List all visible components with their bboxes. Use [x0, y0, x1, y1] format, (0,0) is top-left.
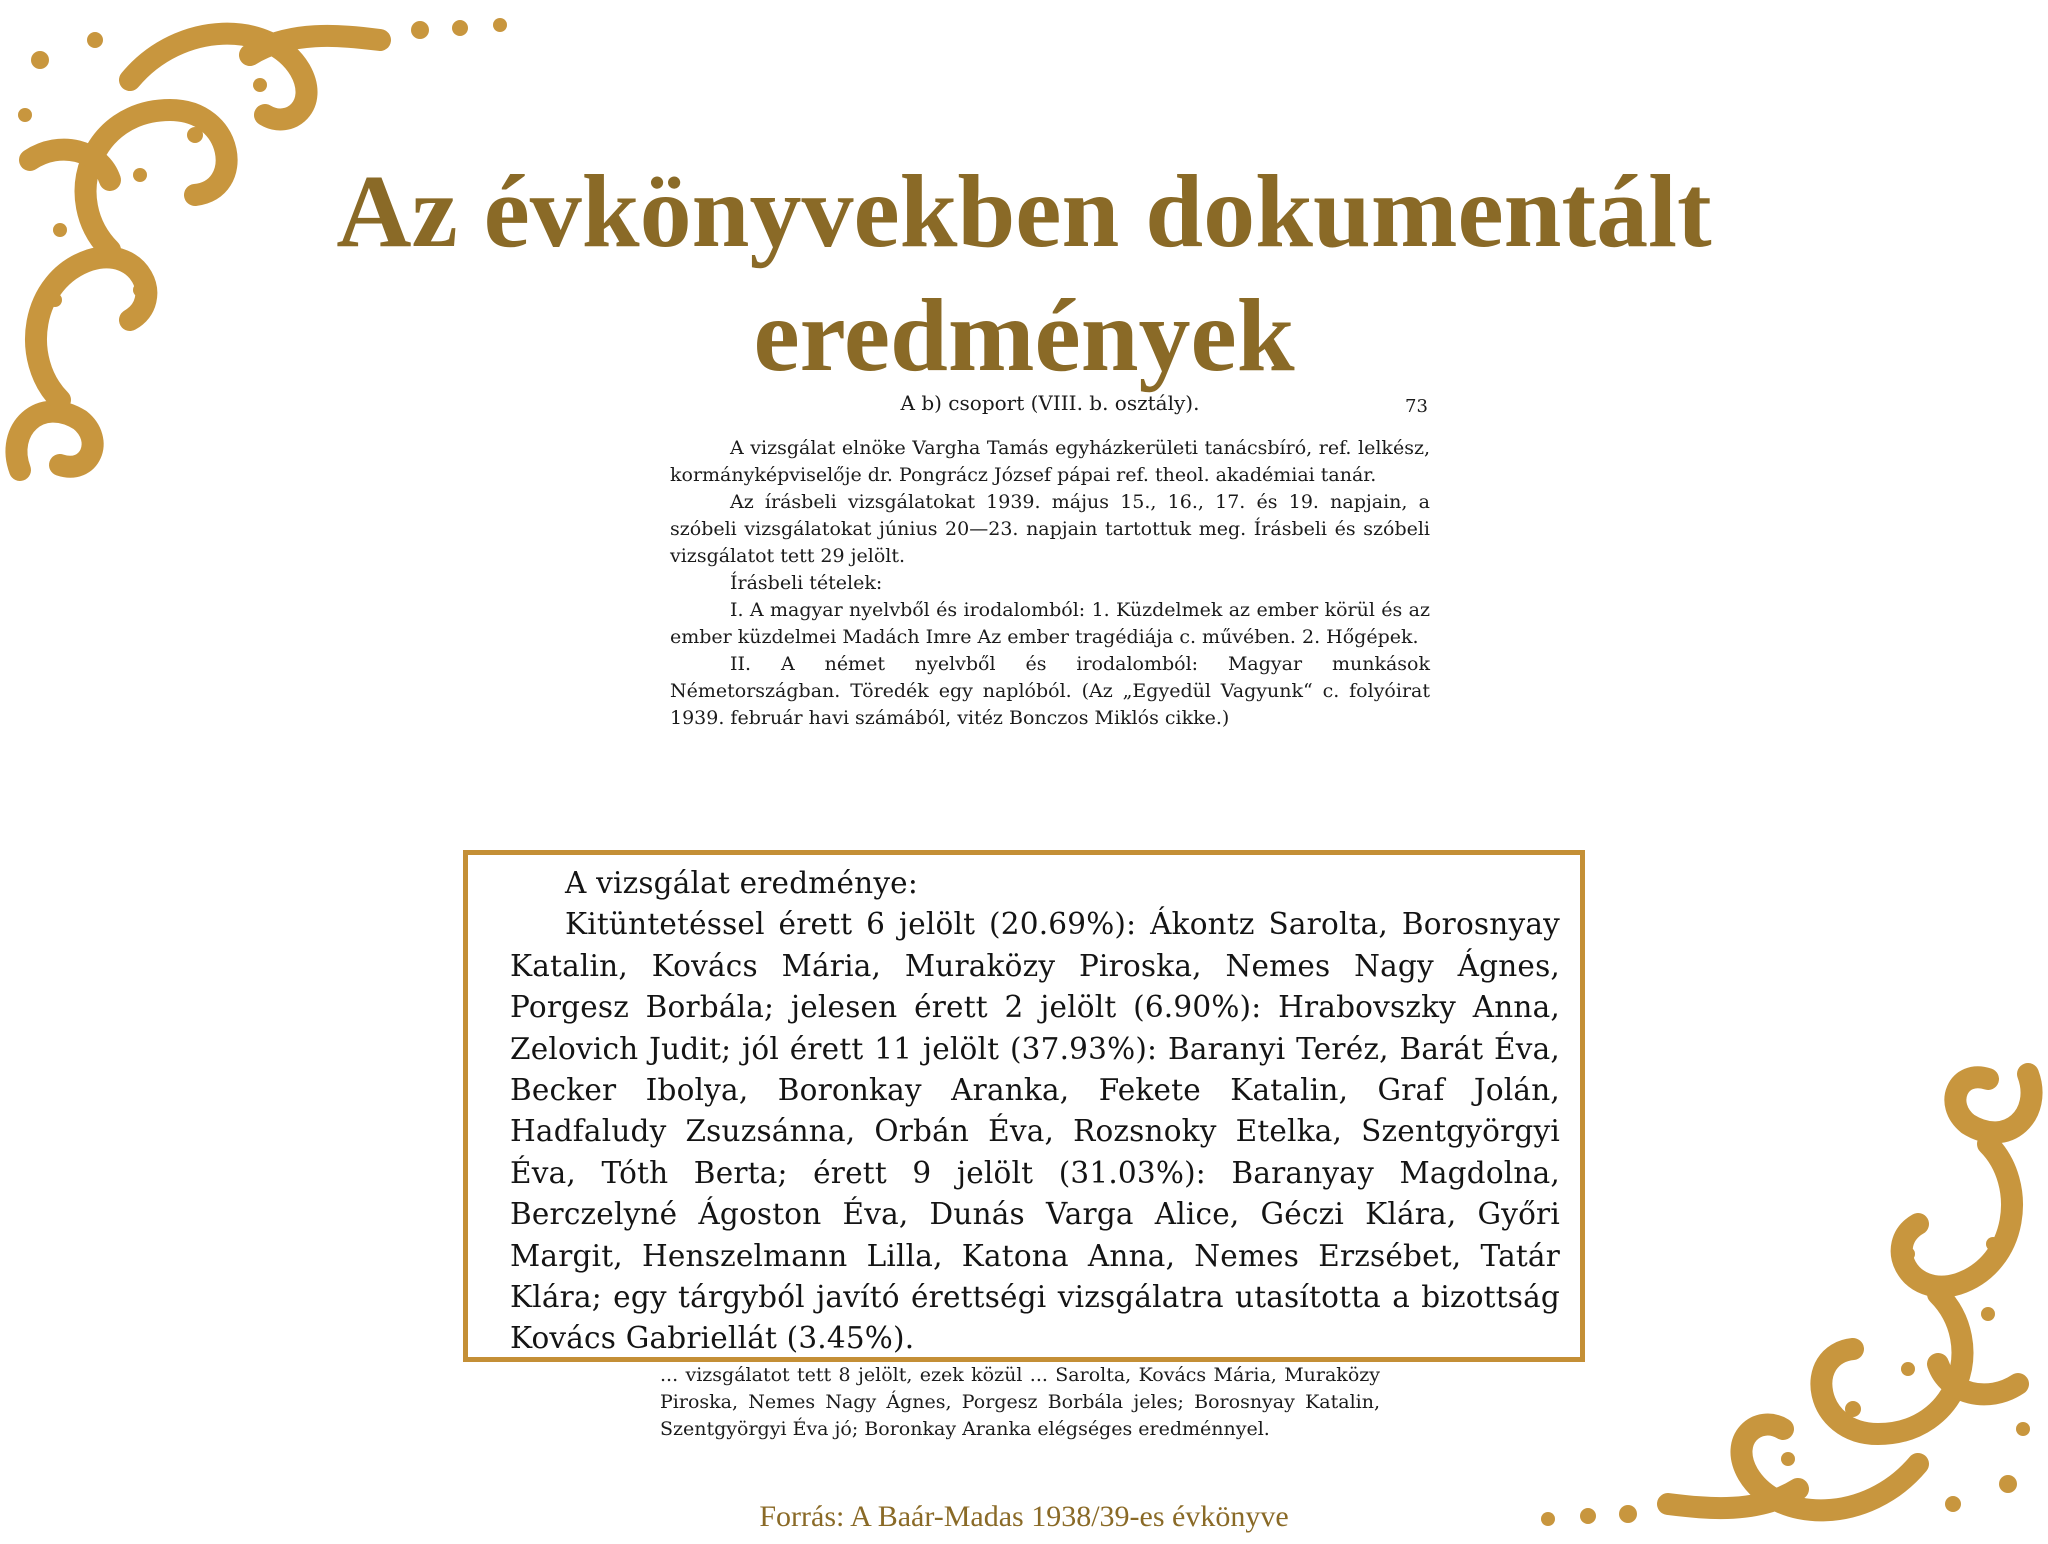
scanned-document-page — [670, 390, 1430, 732]
document-paragraph: A vizsgálat elnöke Vargha Tamás egyházkerületi tanácsbíró, ref. lelkész, kormányképviselője dr. Pongrácz József pápai ref. theol. akadémiai tanár. — [670, 437, 1430, 486]
document-paragraph: Az írásbeli vizsgálatokat 1939. május 15., 16., 17. és 19. napjain, a szóbeli vizsgálatokat június 20—23. napjain tartottuk meg. Írásbeli és szóbeli vizsgálatot tett 29 jelölt. — [670, 491, 1430, 567]
result-heading: A vizsgálat eredménye: — [565, 866, 918, 900]
document-continuation: ... vizsgálatot tett 8 jelölt, ezek közül ... Sarolta, Kovács Mária, Muraközy Piroska, Nemes Nagy Ágnes, Porgesz Borbála jeles; Borosnyay Katalin, Szentgyörgyi Éva jó; Boronkay Aranka elégséges eredménnyel. — [660, 1364, 1380, 1440]
corner-ornament-bottom-right-icon — [1528, 1024, 2048, 1544]
source-caption: Forrás: A Baár-Madas 1938/39-es évkönyve — [759, 1500, 1289, 1533]
page-number: 73 — [1405, 396, 1428, 417]
document-paragraph: I. A magyar nyelvből és irodalomból: 1. Küzdelmek az ember körül és az ember küzdelmei Madách Imre Az ember tragédiája c. művében. 2. Hőgépek. — [670, 599, 1430, 648]
document-paragraph: Írásbeli tételek: — [730, 572, 883, 594]
highlighted-result-box — [463, 850, 1585, 1362]
group-heading: A b) csoport (VIII. b. osztály). — [900, 391, 1200, 415]
page-title: Az évkönyvekben dokumentált eredmények — [336, 153, 1712, 393]
result-text: Kitüntetéssel érett 6 jelölt (20.69%): Ákontz Sarolta, Borosnyay Katalin, Kovács Mária, Muraközy Piroska, Nemes Nagy Ágnes, Porgesz Borbála; jelesen érett 2 jelölt (6.90%): Hrabovszky Anna, Zelovich Judit; jól érett 11 jelölt (37.93%): Baranyi Teréz, Barát Éva, Becker Ibolya, Boronkay Aranka, Fekete Katalin, Graf Jolán, Hadfaludy Zsuzsánna, Orbán Éva, Rozsnoky Etelka, Szentgyörgyi Éva, Tóth Berta; érett 9 jelölt (31.03%): Baranyay Magdolna, Berczelyné Ágoston Éva, Dunás Varga Alice, Géczi Klára, Győri Margit, Henszelmann Lilla, Katona Anna, Nemes Erzsébet, Tatár Klára; egy tárgyból javító érettségi vizsgálatra utasította a bizottság Kovács Gabriellát (3.45%). — [510, 907, 1560, 1356]
document-paragraph: II. A német nyelvből és irodalomból: Magyar munkások Németországban. Töredék egy naplóból. (Az „Egyedül Vagyunk“ c. folyóirat 1939. február havi számából, vitéz Bonczos Miklós cikke.) — [670, 653, 1430, 729]
